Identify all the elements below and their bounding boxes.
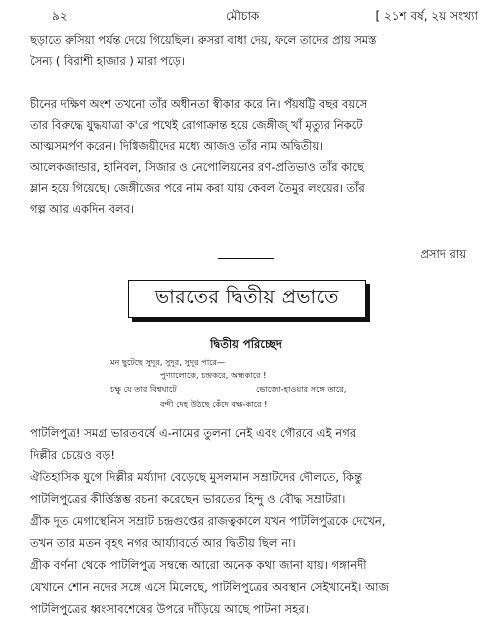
section-divider (218, 258, 274, 259)
verse-line-3: চক্ষু যে তার বিশ্বঘাটে (110, 384, 177, 394)
story-title: ভারতের দ্বিতীয় প্রভাতে (155, 286, 339, 308)
paragraph-7: গ্রীক বর্ণনা থেকে পাটলিপুত্র সম্বন্ধে আরো অনেক কথা জানা যায়। গঙ্গানদী যেখানে শোন নদের সঙ্গে এসে মিলেছে, পাটলিপুত্রের অবস্থান সেইখানেই। আজ পাটলিপুত্রের ধ্বংসাবশেষের উপরে দাঁড়িয়ে আছে পাটনা সহর। (30, 558, 389, 616)
paragraph-5: ঐতিহাসিক যুগে দিল্লীর মর্য্যাদা বেড়েছে মুসলমান সম্রাটদের দৌলতে, কিন্তু পাটলিপুত্রের কীর্ত্তিস্তম্ভ রচনা করেছেন ভারতের হিন্দু ও বৌদ্ধ সম্রাটরা। (30, 470, 363, 506)
verse-line-5: বন্দী দেহ উঠছে কেঁদে বক্ষ-কারে ! (160, 399, 268, 409)
paragraph-3: আলেকজান্ডার, হানিবল, সিজার ও নেপোলিয়নের রণ-প্রতিভাও তাঁর কাছে ম্লান হয়ে গিয়েছে। জেঙ্গীজের পরে নাম করা যায় কেবল তৈমুর লংয়ের। তাঁর গল্প আর একদিন বলব। (30, 160, 365, 216)
author-signature: প্রসাদ রায় (420, 247, 466, 261)
verse-line-4: ভোজো-হাওয়ার সঙ্গে তারে, (256, 384, 347, 394)
issue-info: [ ২১শ বর্ষ, ২য় সংখ্যা (375, 9, 478, 23)
story-title-box (128, 280, 366, 318)
page-number: ৯২ (52, 9, 68, 23)
journal-title: মৌচাক (226, 9, 260, 23)
verse-line-2: পুণ্যালোকে, চন্দ্রকরে, অন্ধকারে ! (160, 370, 267, 380)
paragraph-2: চীনের দক্ষিণ অংশ তখনো তাঁর অধীনতা স্বীকার করে নি। পঁয়ষট্টি বছর বয়সে তার বিরুদ্ধে যুদ্ধযাত্রা ক'রে পথেই রোগাক্রান্ত হয়ে জেঙ্গীজ্ খাঁ মৃত্যুর নিকটে আত্মসমর্পণ করেন। দিগ্বিজয়ীদের মধ্যে আজও তাঁর নাম অদ্বিতীয়। (30, 97, 368, 153)
verse-line-1: মন ছুটেছে সুদূর, সুদূর, সুদূর পারে— (110, 357, 226, 367)
paragraph-6: গ্রীক দূত মেগাস্থেনিস সম্রাট চন্দ্রগুপ্তের রাজত্বকালে যখন পাটলিপুত্রকে দেখেন, তখন তার মতন বৃহৎ নগর আর্য্যাবর্তে আর দ্বিতীয় ছিল না। (30, 514, 386, 550)
chapter-heading: দ্বিতীয় পরিচ্ছেদ (210, 337, 282, 351)
paragraph-4: পাটলিপুত্র! সমগ্র ভারতবর্ষে এ-নামের তুলনা নেই এবং গৌরবে এই নগর দিল্লীর চেয়েও বড়! (30, 426, 357, 462)
paragraph-1: ছড়াতে রুসিয়া পর্যন্ত দেয়ে গিয়েছিল। রুসরা বাধা দেয়, ফলে তাদের প্রায় সমস্ত সৈন্য ( বিরাশী হাজার ) মারা পড়ে। (30, 33, 377, 68)
